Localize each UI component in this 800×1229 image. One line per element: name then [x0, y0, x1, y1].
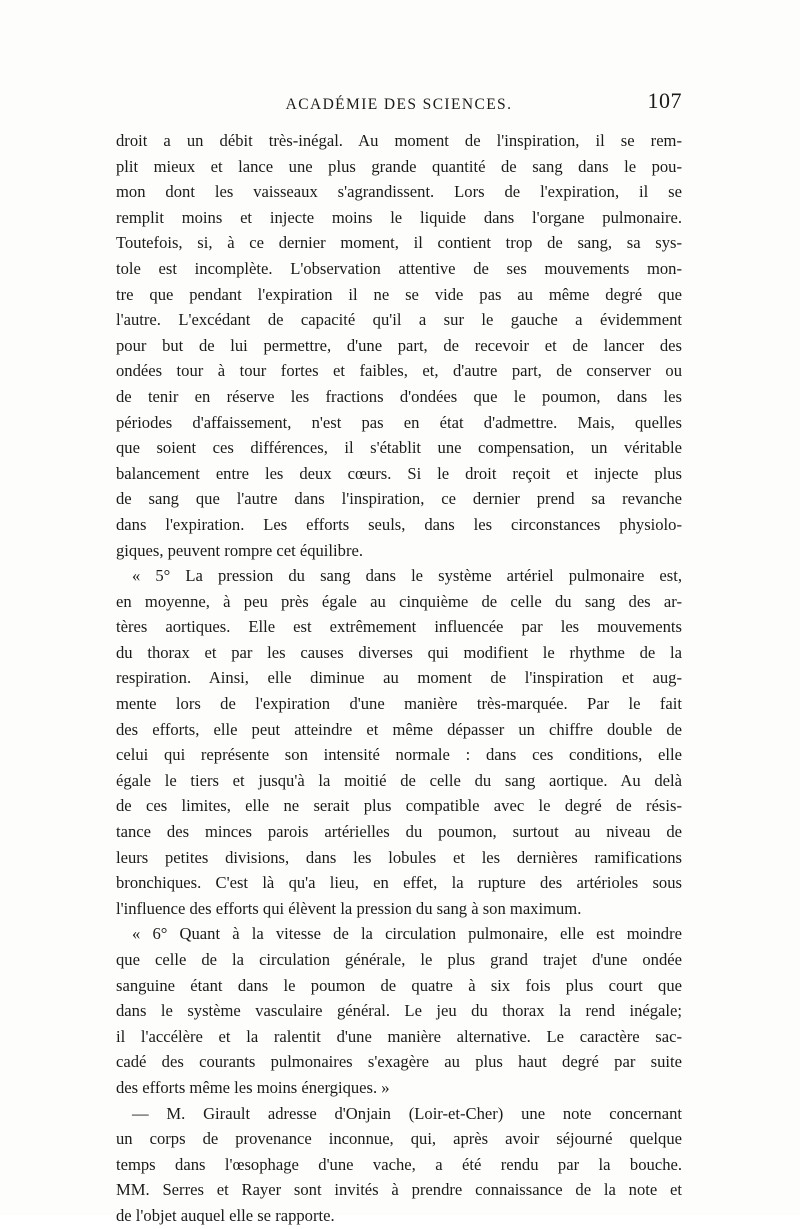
text-line: respiration. Ainsi, elle diminue au moment de l'inspiration et aug-: [116, 668, 682, 688]
text-line: bronchiques. C'est là qu'a lieu, en effet, la rupture des artérioles sous: [116, 873, 682, 893]
text-line: du thorax et par les causes diverses qui modifient le rhythme de la: [116, 642, 682, 662]
text-line: périodes d'affaissement, n'est pas en état d'admettre. Mais, quelles: [116, 412, 682, 432]
text-line: en moyenne, à peu près égale au cinquième de celle du sang des ar-: [116, 591, 682, 611]
running-head: [116, 86, 682, 120]
text-line: un corps de provenance inconnue, qui, après avoir séjourné quelque: [116, 1129, 682, 1149]
text-line: de tenir en réserve les fractions d'ondées que le poumon, dans les: [116, 386, 682, 406]
text-line: « 6° Quant à la vitesse de la circulation pulmonaire, elle est moindre: [132, 924, 682, 944]
text-line: des efforts, elle peut atteindre et même dépasser un chiffre double de: [116, 719, 682, 739]
text-line: de l'objet auquel elle se rapporte.: [116, 1205, 335, 1225]
text-line: celui qui représente son intensité normale : dans ces conditions, elle: [116, 745, 682, 765]
text-line: l'influence des efforts qui élèvent la pression du sang à son maximum.: [116, 898, 582, 918]
text-line: dans l'expiration. Les efforts seuls, dans les circonstances physiolo-: [116, 514, 682, 534]
paragraph-continuation: [116, 128, 682, 563]
text-line: mon dont les vaisseaux s'agrandissent. Lors de l'expiration, il se: [116, 182, 682, 202]
text-line: de sang que l'autre dans l'inspiration, ce dernier prend sa revanche: [116, 489, 682, 509]
text-line: « 5° La pression du sang dans le système artériel pulmonaire est,: [132, 566, 682, 586]
text-line: tance des minces parois artérielles du poumon, surtout au niveau de: [116, 822, 682, 842]
page-number: 107: [647, 88, 682, 113]
text-line: cadé des courants pulmonaires s'exagère au plus haut degré par suite: [116, 1052, 682, 1072]
paragraph-point-5: [116, 563, 682, 921]
text-line: temps dans l'œsophage d'une vache, a été rendu par la bouche.: [116, 1154, 682, 1174]
text-line: ondées tour à tour fortes et faibles, et, d'autre part, de conserver ou: [116, 361, 682, 381]
text-line: droit a un débit très-inégal. Au moment de l'inspiration, il se rem-: [116, 131, 682, 150]
text-line: plit mieux et lance une plus grande quantité de sang dans le pou-: [116, 156, 682, 176]
text-line: MM. Serres et Rayer sont invités à prendre connaissance de la note et: [116, 1180, 682, 1200]
text-line: giques, peuvent rompre cet équilibre.: [116, 540, 363, 560]
text-line: Toutefois, si, à ce dernier moment, il contient trop de sang, sa sys-: [116, 233, 682, 253]
text-line: remplit moins et injecte moins le liquide dans l'organe pulmonaire.: [116, 207, 682, 227]
text-line: sanguine étant dans le poumon de quatre à six fois plus court que: [116, 975, 682, 995]
text-line: égale le tiers et jusqu'à la moitié de celle du sang aortique. Au delà: [116, 770, 682, 790]
paragraph-point-6: [116, 921, 682, 1100]
text-line: leurs petites divisions, dans les lobules et les dernières ramifications: [116, 847, 682, 867]
text-line: mente lors de l'expiration d'une manière très-marquée. Par le fait: [116, 694, 682, 714]
body-text: [116, 128, 682, 1229]
paragraph-girault-note: [116, 1101, 682, 1229]
text-line: — M. Girault adresse d'Onjain (Loir-et-Cher) une note concernant: [132, 1103, 682, 1123]
text-line: des efforts même les moins énergiques. »: [116, 1077, 390, 1097]
text-line: il l'accélère et la ralentit d'une manière alternative. Le caractère sac-: [116, 1026, 682, 1046]
text-line: tole est incomplète. L'observation attentive de ses mouvements mon-: [116, 258, 682, 278]
text-line: tre que pendant l'expiration il ne se vide pas au même degré que: [116, 284, 682, 304]
text-line: que celle de la circulation générale, le plus grand trajet d'une ondée: [116, 950, 682, 969]
text-line: balancement entre les deux cœurs. Si le droit reçoit et injecte plus: [116, 463, 682, 483]
text-line: de ces limites, elle ne serait plus compatible avec le degré de résis-: [116, 796, 682, 816]
text-line: l'autre. L'excédant de capacité qu'il a sur le gauche a évidemment: [116, 310, 682, 330]
text-line: tères aortiques. Elle est extrêmement influencée par les mouvements: [116, 617, 682, 637]
text-line: pour but de lui permettre, d'une part, de recevoir et de lancer des: [116, 335, 682, 355]
running-title: ACADÉMIE DES SCIENCES.: [285, 96, 513, 113]
text-line: dans le système vasculaire général. Le jeu du thorax la rend inégale;: [116, 1001, 682, 1021]
text-line: que soient ces différences, il s'établit une compensation, un véritable: [116, 438, 682, 458]
